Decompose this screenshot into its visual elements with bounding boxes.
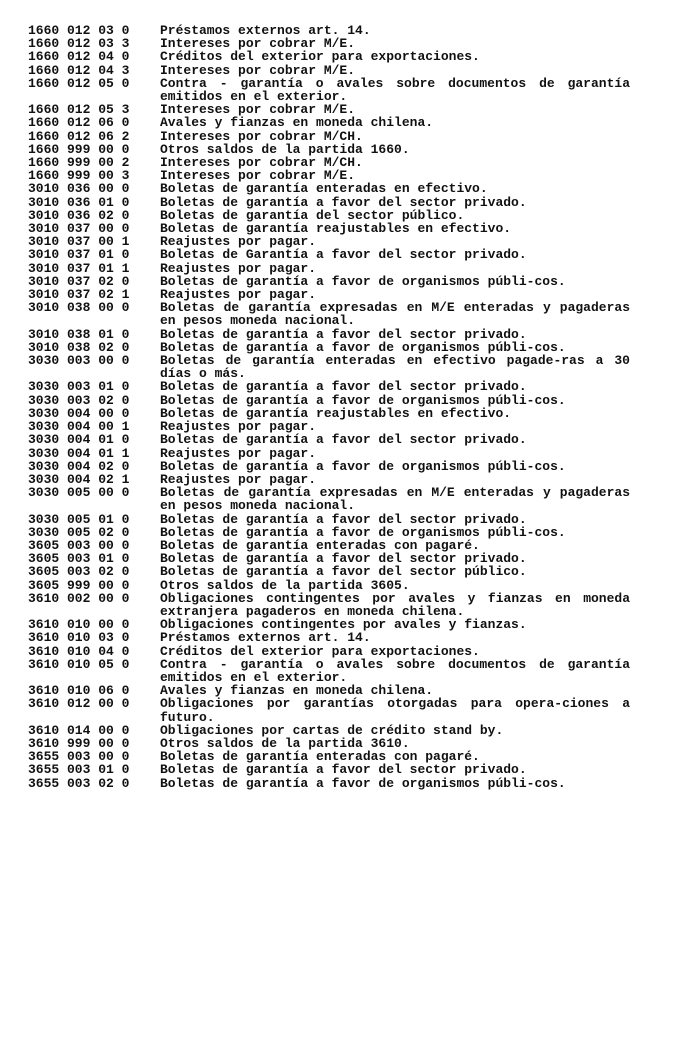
account-description: Boletas de garantía a favor de organismos públi-cos. <box>160 273 566 289</box>
account-description: Intereses por cobrar M/CH. <box>160 128 363 144</box>
account-description: Boletas de Garantía a favor del sector privado. <box>160 247 527 263</box>
account-description: Reajustes por pagar. <box>160 419 317 435</box>
account-description: Reajustes por pagar. <box>160 471 317 487</box>
account-description: Boletas de garantía a favor del sector privado. <box>160 551 527 567</box>
account-code: 3610 002 00 0 <box>28 590 130 606</box>
list-item <box>28 394 668 407</box>
account-description: Boletas de garantía enteradas en efectivo. <box>160 181 488 197</box>
account-code: 3610 010 05 0 <box>28 656 130 672</box>
account-description: Créditos del exterior para exportaciones. <box>160 643 480 659</box>
account-code: 1660 999 00 3 <box>28 168 130 184</box>
list-item <box>28 328 668 341</box>
account-code: 3030 005 02 0 <box>28 524 130 540</box>
list-item <box>28 447 668 460</box>
account-description: Boletas de garantía a favor del sector privado. <box>160 432 527 448</box>
account-code: 3655 003 00 0 <box>28 749 130 765</box>
list-item <box>28 513 668 526</box>
account-code: 3010 037 02 0 <box>28 273 130 289</box>
account-code: 3610 010 03 0 <box>28 630 130 646</box>
account-description: Boletas de garantía expresadas en M/E enteradas y pagaderas en pesos moneda nacional. <box>160 485 630 514</box>
account-code: 3030 003 01 0 <box>28 379 130 395</box>
list-item <box>28 763 668 776</box>
account-code: 3010 037 01 0 <box>28 247 130 263</box>
list-item <box>28 77 668 103</box>
account-description: Obligaciones por garantías otorgadas para opera-ciones a futuro. <box>160 696 630 725</box>
account-code-list <box>28 24 668 790</box>
account-description: Avales y fianzas en moneda chilena. <box>160 115 434 131</box>
account-code: 1660 999 00 0 <box>28 141 130 157</box>
account-code: 1660 012 04 3 <box>28 62 130 78</box>
list-item <box>28 433 668 446</box>
list-item <box>28 658 668 684</box>
account-code: 3605 003 01 0 <box>28 551 130 567</box>
account-code: 1660 012 05 3 <box>28 102 130 118</box>
account-description: Reajustes por pagar. <box>160 445 317 461</box>
account-description: Boletas de garantía del sector público. <box>160 207 465 223</box>
account-code: 3010 036 01 0 <box>28 194 130 210</box>
list-item <box>28 50 668 63</box>
account-description: Boletas de garantía a favor del sector privado. <box>160 379 527 395</box>
list-item <box>28 130 668 143</box>
account-description: Reajustes por pagar. <box>160 260 317 276</box>
account-code: 3010 037 00 0 <box>28 221 130 237</box>
account-code: 3610 010 00 0 <box>28 617 130 633</box>
account-code: 1660 999 00 2 <box>28 155 130 171</box>
account-description: Obligaciones contingentes por avales y fianzas en moneda extranjera pagaderos en moneda chilena. <box>160 590 630 619</box>
account-code: 3010 037 00 1 <box>28 234 130 250</box>
account-code: 3010 038 00 0 <box>28 300 130 316</box>
account-description: Boletas de garantía a favor de organismos públi-cos. <box>160 392 566 408</box>
list-item <box>28 196 668 209</box>
list-item <box>28 116 668 129</box>
account-description: Intereses por cobrar M/E. <box>160 168 356 184</box>
account-description: Otros saldos de la partida 1660. <box>160 141 410 157</box>
account-code: 3605 999 00 0 <box>28 577 130 593</box>
list-item <box>28 592 668 618</box>
account-description: Boletas de garantía a favor del sector público. <box>160 564 527 580</box>
account-code: 3610 014 00 0 <box>28 722 130 738</box>
account-description: Otros saldos de la partida 3605. <box>160 577 410 593</box>
account-code: 3010 038 01 0 <box>28 326 130 342</box>
list-item <box>28 64 668 77</box>
list-item <box>28 262 668 275</box>
account-description: Boletas de garantía a favor de organismos públi-cos. <box>160 458 566 474</box>
account-code: 3655 003 01 0 <box>28 762 130 778</box>
account-code: 3030 003 02 0 <box>28 392 130 408</box>
account-description: Boletas de garantía enteradas en efectivo pagade-ras a 30 días o más. <box>160 353 630 382</box>
account-description: Préstamos externos art. 14. <box>160 23 371 38</box>
account-description: Intereses por cobrar M/CH. <box>160 155 363 171</box>
account-code: 3010 038 02 0 <box>28 339 130 355</box>
list-item <box>28 526 668 539</box>
account-description: Préstamos externos art. 14. <box>160 630 371 646</box>
list-item <box>28 777 668 790</box>
list-item <box>28 565 668 578</box>
account-description: Boletas de garantía expresadas en M/E enteradas y pagaderas en pesos moneda nacional. <box>160 300 630 329</box>
account-code: 1660 012 06 2 <box>28 128 130 144</box>
account-description: Boletas de garantía reajustables en efectivo. <box>160 221 512 237</box>
account-description: Intereses por cobrar M/E. <box>160 36 356 52</box>
account-code: 3610 999 00 0 <box>28 735 130 751</box>
account-description: Intereses por cobrar M/E. <box>160 102 356 118</box>
account-code: 3655 003 02 0 <box>28 775 130 791</box>
account-code: 3605 003 02 0 <box>28 564 130 580</box>
account-description: Avales y fianzas en moneda chilena. <box>160 683 434 699</box>
account-code: 3030 004 01 1 <box>28 445 130 461</box>
account-code: 3030 005 00 0 <box>28 485 130 501</box>
account-code: 3010 037 01 1 <box>28 260 130 276</box>
list-item <box>28 248 668 261</box>
account-description: Intereses por cobrar M/E. <box>160 62 356 78</box>
list-item <box>28 460 668 473</box>
account-description: Boletas de garantía a favor del sector privado. <box>160 762 527 778</box>
account-code: 1660 012 03 3 <box>28 36 130 52</box>
account-code: 1660 012 03 0 <box>28 23 130 38</box>
account-description: Reajustes por pagar. <box>160 234 317 250</box>
account-description: Contra - garantía o avales sobre documentos de garantía emitidos en el exterior. <box>160 75 630 105</box>
list-item <box>28 579 668 592</box>
list-item <box>28 354 668 380</box>
account-description: Obligaciones por cartas de crédito stand by. <box>160 722 504 738</box>
account-description: Boletas de garantía enteradas con pagaré. <box>160 749 480 765</box>
account-description: Boletas de garantía a favor del sector privado. <box>160 326 527 342</box>
list-item <box>28 380 668 393</box>
account-code: 1660 012 06 0 <box>28 115 130 131</box>
account-code: 3030 004 01 0 <box>28 432 130 448</box>
account-code: 3610 012 00 0 <box>28 696 130 712</box>
account-code: 3610 010 06 0 <box>28 683 130 699</box>
account-description: Reajustes por pagar. <box>160 287 317 303</box>
list-item <box>28 301 668 327</box>
account-description: Obligaciones contingentes por avales y fianzas. <box>160 617 527 633</box>
account-code: 3610 010 04 0 <box>28 643 130 659</box>
account-description: Boletas de garantía enteradas con pagaré. <box>160 537 480 553</box>
account-description: Créditos del exterior para exportaciones. <box>160 49 480 65</box>
list-item <box>28 697 668 723</box>
account-code: 3030 004 00 1 <box>28 419 130 435</box>
account-code: 3010 036 00 0 <box>28 181 130 197</box>
account-code: 3605 003 00 0 <box>28 537 130 553</box>
account-code: 3030 005 01 0 <box>28 511 130 527</box>
account-description: Boletas de garantía a favor de organismos públi-cos. <box>160 775 566 791</box>
account-code: 3030 004 00 0 <box>28 405 130 421</box>
account-code: 3010 036 02 0 <box>28 207 130 223</box>
account-description: Boletas de garantía reajustables en efectivo. <box>160 405 512 421</box>
account-description: Contra - garantía o avales sobre documentos de garantía emitidos en el exterior. <box>160 656 630 685</box>
list-item <box>28 486 668 512</box>
account-description: Boletas de garantía a favor del sector privado. <box>160 511 527 527</box>
account-code: 3030 004 02 1 <box>28 471 130 487</box>
list-item <box>28 182 668 195</box>
list-item <box>28 631 668 644</box>
account-code: 3010 037 02 1 <box>28 287 130 303</box>
account-code: 1660 012 05 0 <box>28 75 130 91</box>
account-description: Boletas de garantía a favor de organismos públi-cos. <box>160 339 566 355</box>
account-description: Boletas de garantía a favor del sector privado. <box>160 194 527 210</box>
account-description: Otros saldos de la partida 3610. <box>160 735 410 751</box>
list-item <box>28 645 668 658</box>
account-code: 3030 004 02 0 <box>28 458 130 474</box>
account-code: 3030 003 00 0 <box>28 353 130 369</box>
account-code: 1660 012 04 0 <box>28 49 130 65</box>
list-item <box>28 724 668 737</box>
account-description: Boletas de garantía a favor de organismos públi-cos. <box>160 524 566 540</box>
